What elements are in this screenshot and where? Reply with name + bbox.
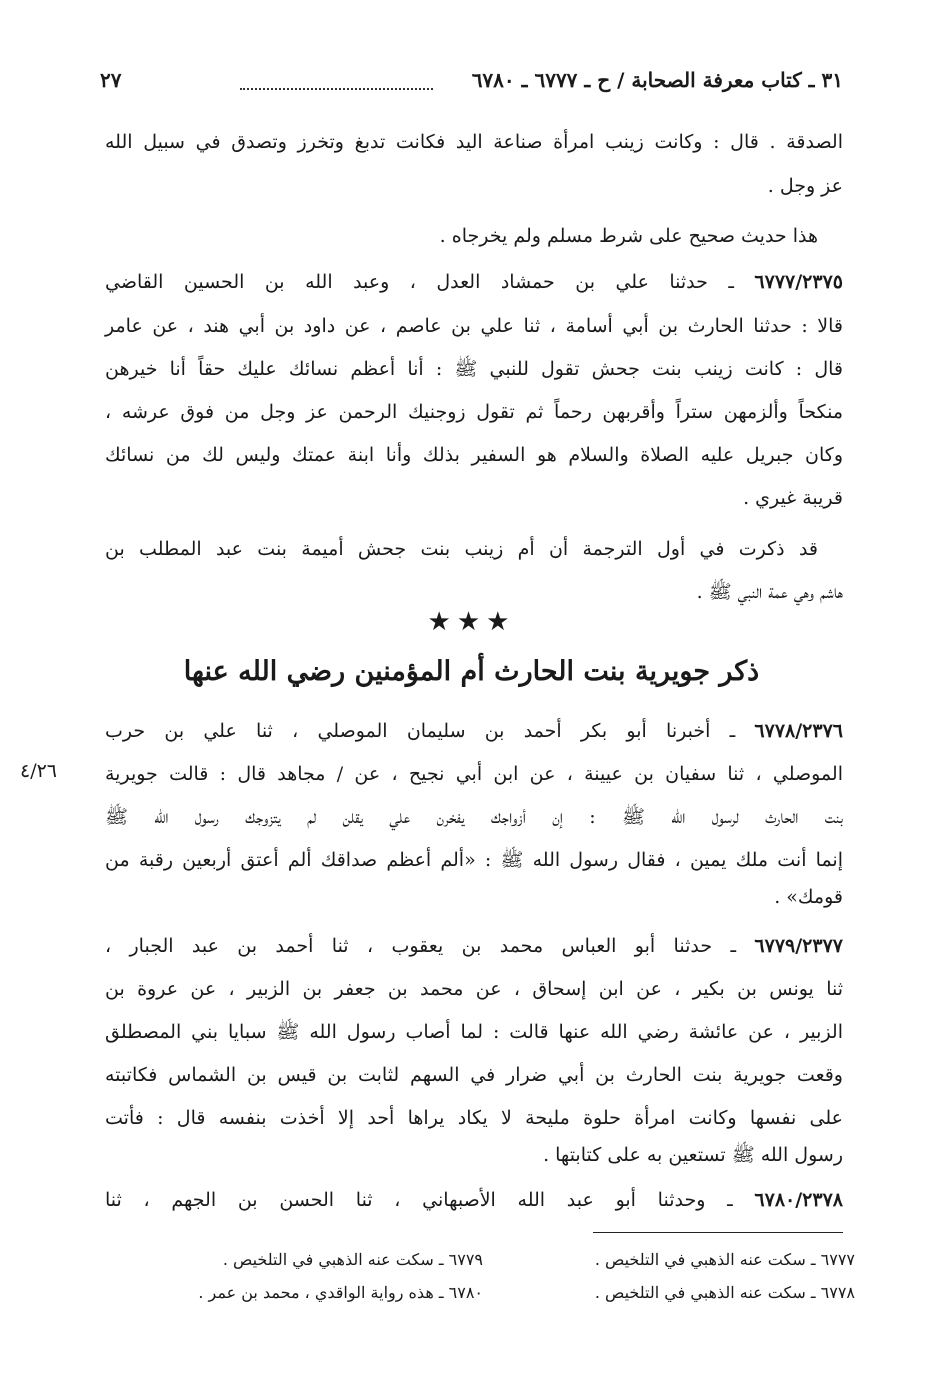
text-line: قالا : حدثنا الحارث بن أبي أسامة ، ثنا علي بن عاصم ، عن داود بن أبي هند ، عن عامر [105,315,843,337]
section-heading: ذكر جويرية بنت الحارث أم المؤمنين رضي الله عنها [183,656,760,687]
text-line: بنت الحارث لرسول الله ﷺ : إن أزواجك يفخرن علي يقلن لم يتزوجك رسول الله ﷺ [105,806,843,828]
footnote-rule [593,1232,843,1233]
hadith-number: ٦٧٧٧/٢٣٧٥ [754,271,843,293]
running-header [100,68,843,98]
footnote-6780: ٦٧٨٠ ـ هذه رواية الواقدي ، محمد بن عمر . [198,1283,483,1302]
footnote-6778: ٦٧٧٨ ـ سكت عنه الذهبي في التلخيص . [594,1283,855,1302]
hadith-number: ٦٧٧٨/٢٣٧٦ [754,720,844,742]
hadith-6778-first-line: ٦٧٧٨/٢٣٧٦ ـ أخبرنا أبو بكر أحمد بن سليمان الموصلي ، ثنا علي بن حرب [105,720,844,742]
page-number: ٢٧ [100,68,122,92]
text-line: إنما أنت ملك يمين ، فقال رسول الله ﷺ : «ألم أعظم صداقك ألم أعتق أربعين رقبة من [105,849,843,871]
text-line: الصدقة . قال : وكانت زينب امرأة صناعة اليد فكانت تدبغ وتخرز وتصدق في سبيل الله [105,131,843,153]
text-line: قريبة غيري . [743,487,843,509]
hadith-6780-first-line: ٦٧٨٠/٢٣٧٨ ـ وحدثنا أبو عبد الله الأصبهاني ، ثنا الحسن بن الجهم ، ثنا [105,1189,843,1211]
text-line: وكان جبريل عليه الصلاة والسلام هو السفير بذلك وأنا ابنة عمتك وليس لك من نسائك [105,444,843,466]
section-separator-stars: ★★★ [427,607,516,637]
text-line: قال : كانت زينب بنت جحش تقول للنبي ﷺ : أنا أعظم نسائك عليك حقاً أنا خيرهن [105,358,843,380]
footnote-6779: ٦٧٧٩ ـ سكت عنه الذهبي في التلخيص . [222,1250,483,1269]
text-line: على نفسها وكانت امرأة حلوة مليحة لا يكاد يراها أحد إلا أخذت بنفسه قال : فأتت [105,1107,843,1129]
hadith-number: ٦٧٨٠/٢٣٧٨ [754,1189,843,1211]
text-line: رسول الله ﷺ تستعين به على كتابتها . [543,1144,843,1166]
margin-reference: ٤/٢٦ [20,760,58,782]
text-line: هاشم وهي عمة النبي ﷺ . [696,581,843,603]
hadith-6779-first-line: ٦٧٧٩/٢٣٧٧ ـ حدثنا أبو العباس محمد بن يعقوب ، ثنا أحمد بن عبد الجبار ، [105,935,843,957]
text-line: قومك» . [774,886,843,908]
footnote-6777: ٦٧٧٧ ـ سكت عنه الذهبي في التلخيص . [594,1250,855,1269]
hadith-6777-first-line: ٦٧٧٧/٢٣٧٥ ـ حدثنا علي بن حمشاد العدل ، وعبد الله بن الحسين القاضي [105,271,843,293]
hadith-number: ٦٧٧٩/٢٣٧٧ [754,935,843,957]
text-line: الزبير ، عن عائشة رضي الله عنها قالت : لما أصاب رسول الله ﷺ سبايا بني المصطلق [105,1021,843,1043]
header-title: ٣١ ـ كتاب معرفة الصحابة / ح ـ ٦٧٧٧ ـ ٦٧٨٠ [471,68,843,92]
text-line: منكحاً وألزمهن ستراً وأقربهن رحماً ثم تقول زوجنيك الرحمن عز وجل من فوق عرشه ، [105,401,843,423]
text-line: عز وجل . [767,175,843,197]
text-line: الموصلي ، ثنا سفيان بن عيينة ، عن ابن أبي نجيح ، عن / مجاهد قال : قالت جويرية [105,763,843,785]
text-line: هذا حديث صحيح على شرط مسلم ولم يخرجاه . [439,225,818,247]
text-line: قد ذكرت في أول الترجمة أن أم زينب بنت جحش أميمة بنت عبد المطلب بن [105,538,818,560]
text-line: ثنا يونس بن بكير ، عن ابن إسحاق ، عن محمد بن جعفر بن الزبير ، عن عروة بن [105,978,843,1000]
text-line: وقعت جويرية بنت الحارث بن أبي ضرار في السهم لثابت بن قيس بن الشماس فكاتبته [105,1064,843,1086]
header-dot-leader [240,70,433,90]
